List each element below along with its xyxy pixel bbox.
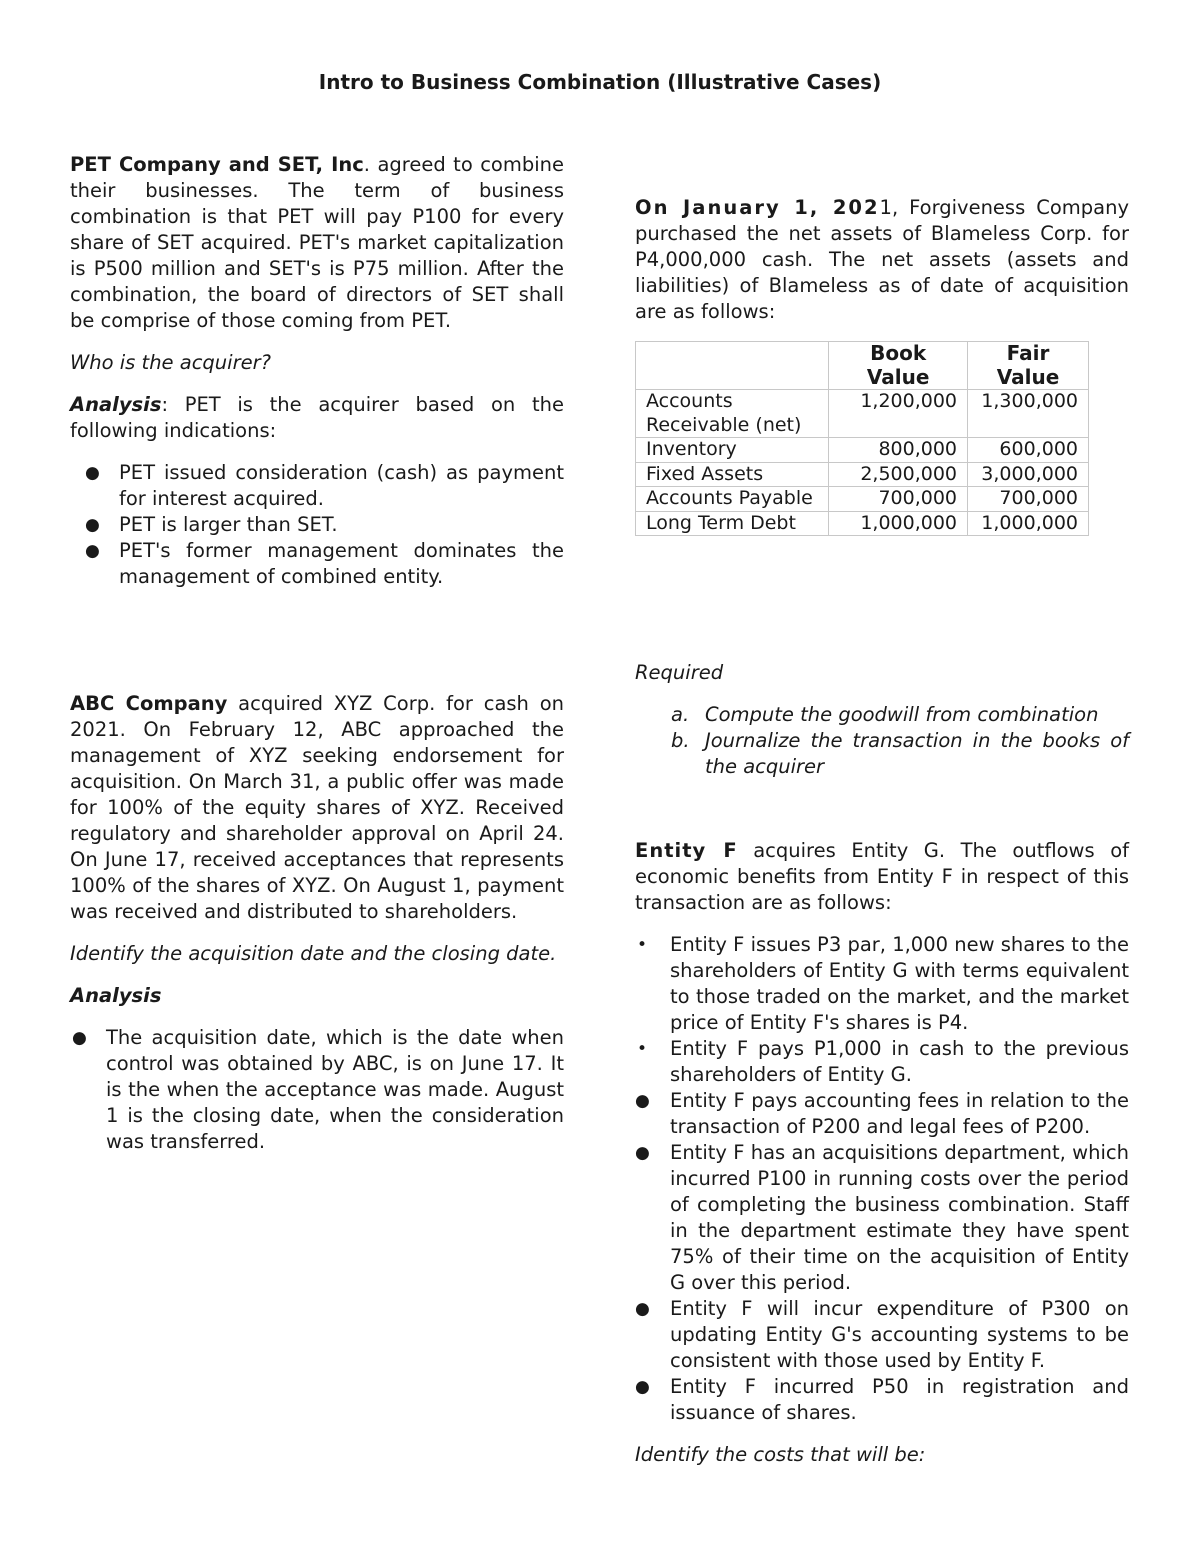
- list-item: ● PET's former management dominates the management of combined entity.: [85, 539, 564, 588]
- case-pet-set-intro: [70, 152, 564, 334]
- row-label: Fixed Assets: [636, 462, 829, 487]
- case-entity-f-body: acquires Entity G. The outflows of economic benefits from Entity F in respect of this transaction are as follows:: [635, 839, 1129, 914]
- table-header-fair-value: Fair Value: [968, 342, 1089, 390]
- case-abc-xyz: [70, 691, 564, 1155]
- net-assets-table: [635, 341, 1089, 536]
- page-title: Intro to Business Combination (Illustrative Cases): [318, 70, 882, 94]
- case-entity-f-intro: [635, 838, 1129, 916]
- required-label: Required: [635, 661, 724, 684]
- case-pet-set-body: . agreed to combine their businesses. The term of business combination is that PET will pay P100 for every share of SET acquired. PET's market capitalization is P500 million and SET's is P75 million. After the combination, the board of directors of SET shall be comprise of those coming from PET.: [70, 153, 564, 332]
- bullet-icon: •: [637, 1039, 648, 1059]
- bullet-icon: ●: [85, 463, 100, 483]
- row-fair-value: 700,000: [968, 487, 1089, 512]
- bullet-icon: ●: [635, 1091, 650, 1111]
- case-abc-xyz-body: acquired XYZ Corp. for cash on 2021. On February 12, ABC approached the management of XYZ seeking endorsement for acquisition. On March 31, a public offer was made for 100% of the equity shares of XYZ. Received regulatory and shareholder approval on April 24. On June 17, received acceptances that represents 100% of the shares of XYZ. On August 1, payment was received and distributed to shareholders.: [70, 692, 564, 923]
- table-header-blank: [636, 342, 829, 390]
- list-item: ● Entity F will incur expenditure of P300 on updating Entity G's accounting systems to be consistent with those used by Entity F.: [635, 1297, 1129, 1372]
- row-label: Inventory: [636, 438, 829, 463]
- case-forgiveness-intro: [635, 195, 1129, 325]
- case-abc-xyz-question: Identify the acquisition date and the closing date.: [70, 942, 557, 965]
- list-item: • Entity F pays P1,000 in cash to the previous shareholders of Entity G.: [637, 1037, 1129, 1086]
- case-abc-xyz-lead: ABC Company: [70, 692, 228, 715]
- list-item: ● Entity F has an acquisitions department, which incurred P100 in running costs over the period of completing the business combination. Staff in the department estimate they have spent 75% of their time on the acquisition of Entity G over this period.: [635, 1141, 1129, 1294]
- required-list: [635, 702, 1129, 780]
- bullet-icon: ●: [85, 515, 100, 535]
- row-fair-value: 600,000: [968, 438, 1089, 463]
- list-item: a. Compute the goodwill from combination: [671, 703, 1099, 726]
- row-fair-value: 1,300,000: [968, 390, 1089, 438]
- row-label: Long Term Debt: [636, 511, 829, 536]
- case-abc-xyz-analysis-list: [70, 1025, 564, 1155]
- row-book-value: 1,200,000: [829, 390, 968, 438]
- table-row: [636, 438, 1089, 463]
- row-book-value: 800,000: [829, 438, 968, 463]
- row-fair-value: 1,000,000: [968, 511, 1089, 536]
- list-item: • Entity F issues P3 par, 1,000 new shares to the shareholders of Entity G with terms equivalent to those traded on the market, and the market price of Entity F's shares is P4.: [637, 933, 1129, 1034]
- bullet-icon: ●: [635, 1143, 650, 1163]
- bullet-icon: •: [637, 935, 648, 955]
- row-label: Accounts Payable: [636, 487, 829, 512]
- row-book-value: 2,500,000: [829, 462, 968, 487]
- case-entity-f-lead: Entity F: [635, 839, 738, 862]
- list-item: ● Entity F pays accounting fees in relation to the transaction of P200 and legal fees of P200.: [635, 1089, 1129, 1138]
- case-abc-xyz-intro: [70, 691, 564, 925]
- row-book-value: 700,000: [829, 487, 968, 512]
- case-forgiveness-required: [635, 660, 1129, 780]
- list-item: b. Journalize the transaction in the books of the acquirer: [671, 729, 1129, 778]
- table-row: [636, 462, 1089, 487]
- analysis-label: Analysis: [70, 984, 162, 1007]
- bullet-icon: ●: [635, 1377, 650, 1397]
- bullet-icon: ●: [85, 541, 100, 561]
- case-pet-set-lead: PET Company and SET, Inc: [70, 153, 364, 176]
- table-row: [636, 390, 1089, 438]
- case-entity-f-closing: Identify the costs that will be:: [635, 1443, 926, 1466]
- case-forgiveness-body: 1, Forgiveness Company purchased the net assets of Blameless Corp. for P4,000,000 cash. The net assets (assets and liabilities) of Blameless as of date of acquisition are as follows:: [635, 196, 1130, 323]
- list-item: ● The acquisition date, which is the date when control was obtained by ABC, is on June 17. It is the when the acceptance was made. August 1 is the closing date, when the consideration was transferred.: [72, 1026, 564, 1153]
- list-item: ● PET issued consideration (cash) as payment for interest acquired.: [85, 461, 564, 510]
- list-item: ● PET is larger than SET.: [85, 513, 338, 536]
- case-pet-set-indications: [70, 460, 564, 590]
- case-entity-f-outflows: [635, 932, 1129, 1426]
- analysis-text: : PET is the acquirer based on the following indications:: [70, 393, 564, 442]
- table-row: [636, 511, 1089, 536]
- case-pet-set-question: Who is the acquirer?: [70, 351, 271, 374]
- table-header-book-value: Book Value: [829, 342, 968, 390]
- row-fair-value: 3,000,000: [968, 462, 1089, 487]
- analysis-label: Analysis: [70, 393, 162, 416]
- case-entity-f: [635, 838, 1129, 1468]
- case-forgiveness-lead: On January 1, 202: [635, 196, 880, 219]
- table-header-row: [636, 342, 1089, 390]
- case-pet-set-analysis: [70, 392, 564, 444]
- list-item: ● Entity F incurred P50 in registration and issuance of shares.: [635, 1375, 1129, 1424]
- bullet-icon: ●: [635, 1299, 650, 1319]
- row-label: Accounts Receivable (net): [636, 390, 829, 438]
- row-book-value: 1,000,000: [829, 511, 968, 536]
- table-row: [636, 487, 1089, 512]
- bullet-icon: ●: [72, 1028, 87, 1048]
- case-pet-set: [70, 152, 564, 590]
- case-forgiveness: [635, 195, 1129, 325]
